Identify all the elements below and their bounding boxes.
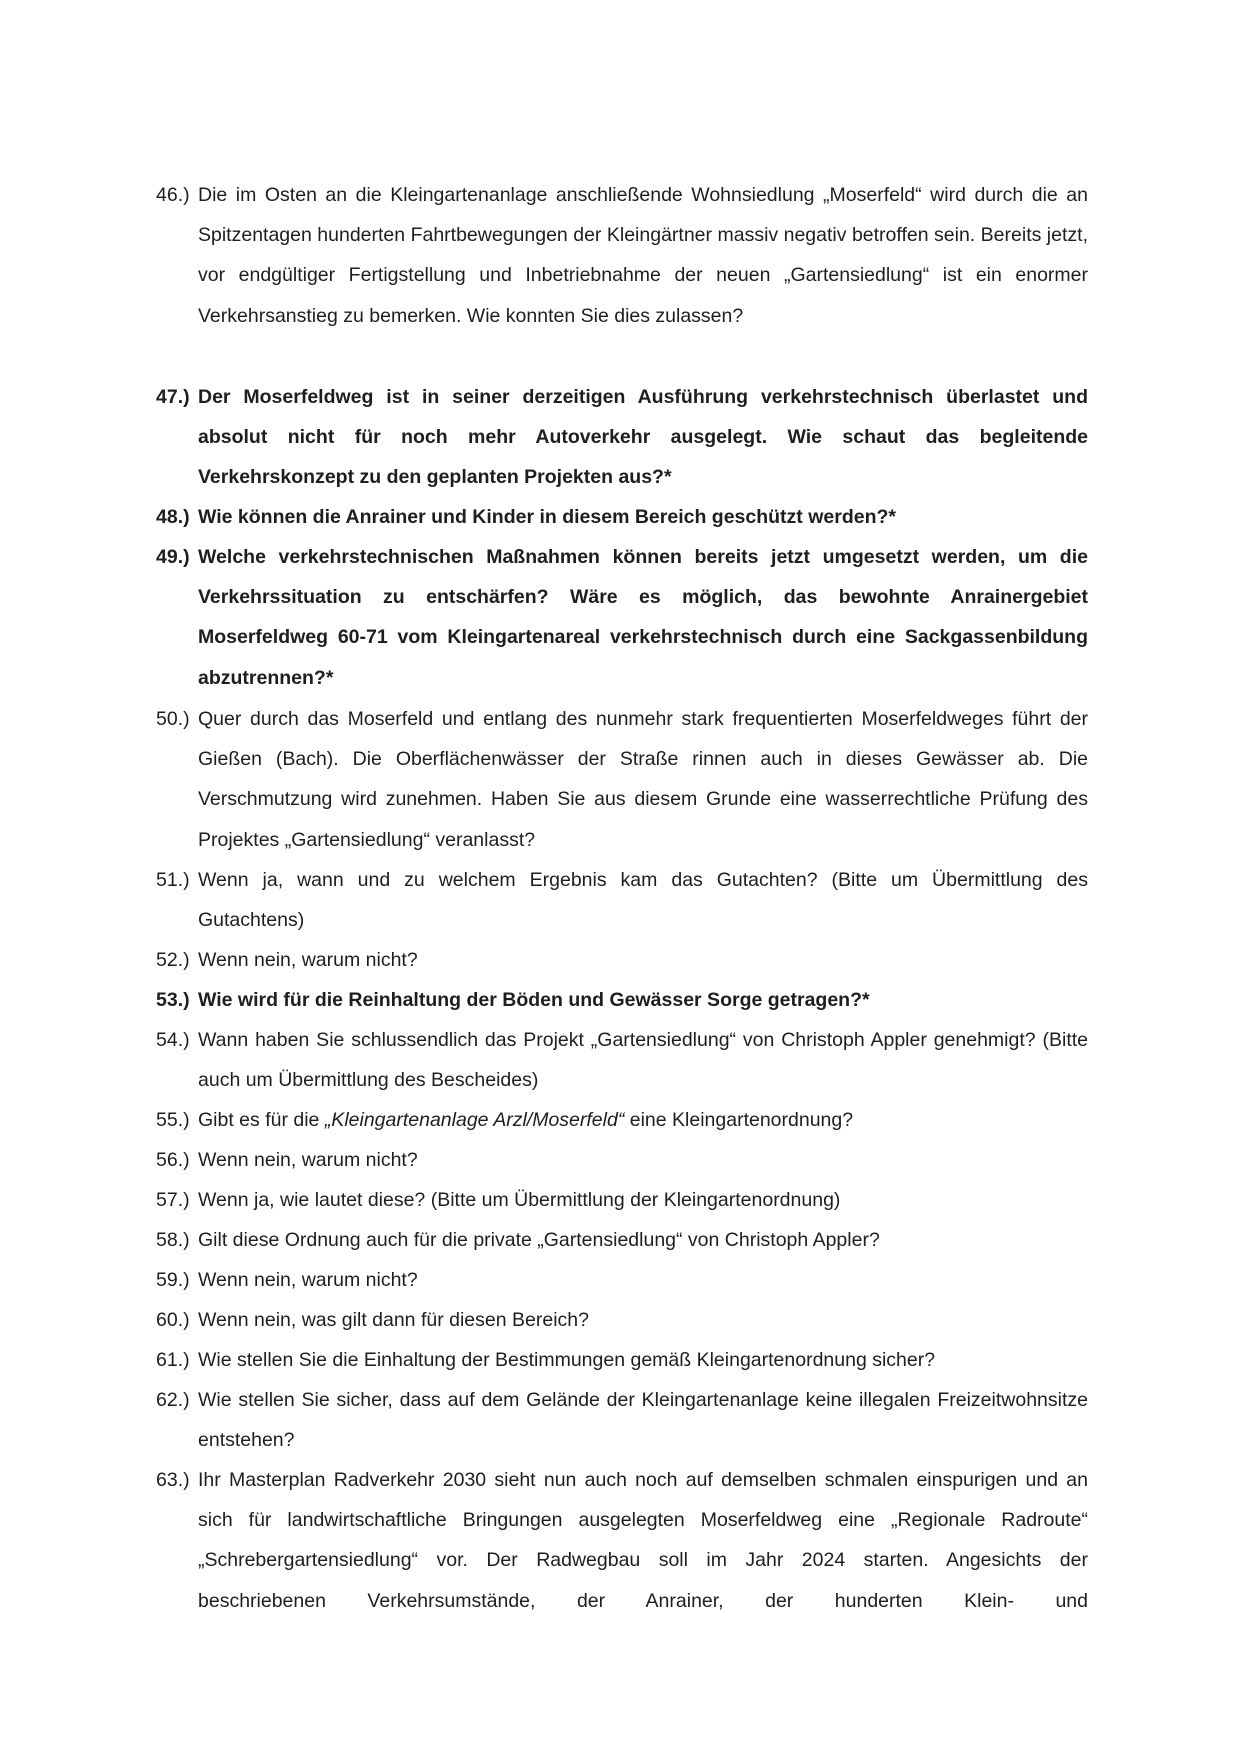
question-number: 56.)	[156, 1149, 190, 1171]
question-number: 54.)	[156, 1029, 190, 1051]
question-number: 49.)	[156, 546, 190, 568]
question-text-italic: „Kleingartenanlage Arzl/Moserfeld“	[324, 1109, 625, 1131]
question-60	[156, 1300, 1088, 1340]
question-59	[156, 1260, 1088, 1300]
question-text-before: Gibt es für die	[198, 1109, 325, 1131]
question-text: Wie stellen Sie die Einhaltung der Bestimmungen gemäß Kleingartenordnung sicher?	[198, 1349, 936, 1371]
question-57	[156, 1180, 1088, 1220]
question-number: 63.)	[156, 1469, 190, 1491]
question-text: Ihr Masterplan Radverkehr 2030 sieht nun auch noch auf demselben schmalen einspurigen und an sich für landwirtschaftliche Bringungen ausgelegten Moserfeldweg eine „Regionale Radroute“ „Schrebergartensiedlung“ vor. Der Radwegbau soll im Jahr 2024 starten. Angesichts der beschriebenen Verkehrsumstände, der Anrainer, der hunderten Klein- und	[198, 1469, 1088, 1612]
question-number: 55.)	[156, 1109, 190, 1131]
question-text: Die im Osten an die Kleingartenanlage anschließende Wohnsiedlung „Moserfeld“ wird durch die an Spitzentagen hunderten Fahrtbewegungen der Kleingärtner massiv negativ betroffen sein. Bereits jetzt, vor endgültiger Fertigstellung und Inbetriebnahme der neuen „Gartensiedlung“ ist ein enormer Verkehrsanstieg zu bemerken. Wie konnten Sie dies zulassen?	[198, 184, 1088, 327]
question-text: Der Moserfeldweg ist in seiner derzeitigen Ausführung verkehrstechnisch überlastet und absolut nicht für noch mehr Autoverkehr ausgelegt. Wie schaut das begleitende Verkehrskonzept zu den geplanten Projekten aus?*	[198, 386, 1088, 489]
question-number: 47.)	[156, 386, 190, 408]
question-number: 51.)	[156, 869, 190, 891]
question-58	[156, 1220, 1088, 1260]
question-61	[156, 1340, 1088, 1380]
question-text: Quer durch das Moserfeld und entlang des nunmehr stark frequentierten Moserfeldweges führt der Gießen (Bach). Die Oberflächenwässer der Straße rinnen auch in dieses Gewässer ab. Die Verschmutzung wird zunehmen. Haben Sie aus diesem Grunde eine wasserrechtliche Prüfung des Projektes „Gartensiedlung“ veranlasst?	[198, 708, 1088, 851]
question-51	[156, 860, 1088, 940]
question-text: Wie können die Anrainer und Kinder in diesem Bereich geschützt werden?*	[198, 506, 896, 528]
question-number: 60.)	[156, 1309, 190, 1331]
question-text: Wann haben Sie schlussendlich das Projekt „Gartensiedlung“ von Christoph Appler genehmigt? (Bitte auch um Übermittlung des Bescheides)	[198, 1029, 1088, 1092]
question-47	[156, 377, 1088, 498]
question-number: 52.)	[156, 949, 190, 971]
question-number: 57.)	[156, 1189, 190, 1211]
question-number: 61.)	[156, 1349, 190, 1371]
question-text: Wenn nein, warum nicht?	[198, 949, 418, 971]
question-text-after: eine Kleingartenordnung?	[624, 1109, 854, 1131]
question-text: Gilt diese Ordnung auch für die private „Gartensiedlung“ von Christoph Appler?	[198, 1229, 880, 1251]
question-number: 46.)	[156, 184, 190, 206]
question-text: Wie stellen Sie sicher, dass auf dem Gelände der Kleingartenanlage keine illegalen Freizeitwohnsitze entstehen?	[198, 1389, 1088, 1452]
question-text: Wenn nein, warum nicht?	[198, 1269, 418, 1291]
question-number: 59.)	[156, 1269, 190, 1291]
question-48	[156, 497, 1088, 537]
question-text: Wenn nein, was gilt dann für diesen Bereich?	[198, 1309, 589, 1331]
question-55	[156, 1100, 1088, 1140]
question-46	[156, 175, 1088, 336]
question-49	[156, 537, 1088, 698]
question-62	[156, 1380, 1088, 1460]
question-text: Welche verkehrstechnischen Maßnahmen können bereits jetzt umgesetzt werden, um die Verkehrssituation zu entschärfen? Wäre es möglich, das bewohnte Anrainergebiet Moserfeldweg 60-71 vom Kleingartenareal verkehrstechnisch durch eine Sackgassenbildung abzutrennen?*	[198, 546, 1088, 689]
question-54	[156, 1020, 1088, 1100]
question-number: 48.)	[156, 506, 190, 528]
question-52	[156, 940, 1088, 980]
question-text: Wie wird für die Reinhaltung der Böden und Gewässer Sorge getragen?*	[198, 989, 870, 1011]
question-number: 53.)	[156, 989, 190, 1011]
question-text: Wenn ja, wie lautet diese? (Bitte um Übermittlung der Kleingartenordnung)	[198, 1189, 841, 1211]
question-number: 50.)	[156, 708, 190, 730]
question-50	[156, 699, 1088, 860]
question-56	[156, 1140, 1088, 1180]
question-53	[156, 980, 1088, 1020]
question-number: 62.)	[156, 1389, 190, 1411]
question-63	[156, 1460, 1088, 1621]
question-number: 58.)	[156, 1229, 190, 1251]
question-text: Wenn nein, warum nicht?	[198, 1149, 418, 1171]
question-text: Wenn ja, wann und zu welchem Ergebnis kam das Gutachten? (Bitte um Übermittlung des Gutachtens)	[198, 869, 1088, 932]
